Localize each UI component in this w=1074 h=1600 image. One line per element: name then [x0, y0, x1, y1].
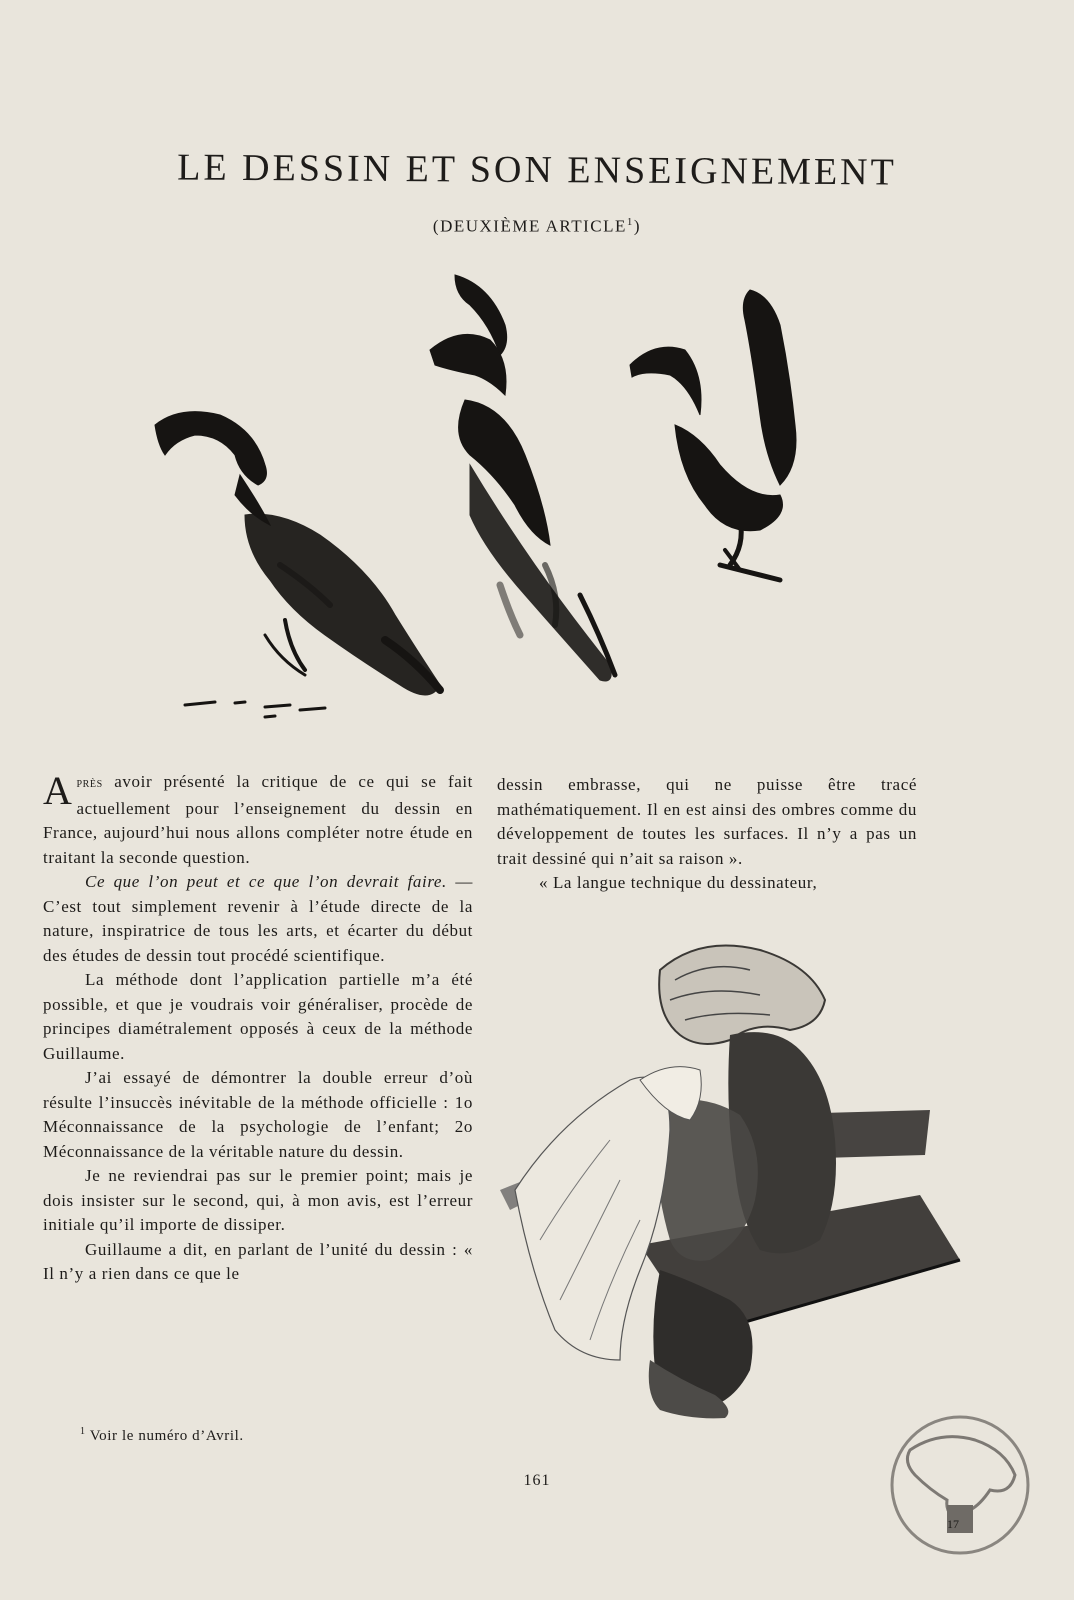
article-title: LE DESSIN ET SON ENSEIGNEMENT — [177, 146, 897, 194]
article-subtitle — [0, 216, 1074, 237]
paragraph-5: Je ne reviendrai pas sur le premier point; mais je dois insister sur le second, qui, à mon avis, est l’erreur initiale qu’il importe de dissiper. — [43, 1166, 473, 1234]
footnote — [80, 1426, 244, 1445]
drop-cap: A — [43, 768, 73, 813]
paragraph-2 — [43, 870, 473, 968]
paragraph-6: Guillaume a dit, en parlant de l’unité du dessin : « Il n’y a rien dans ce que le — [43, 1239, 473, 1283]
paragraph-right-2: « La langue technique du dessinateur, — [539, 873, 818, 892]
paragraph-4: J’ai essayé de démontrer la double erreur d’où résulte l’insuccès inévitable de la méthode officielle : 1o Méconnaissance de la psychologie de l’enfant; 2o Méconnaissance de la véritable nature du dessin. — [43, 1068, 473, 1161]
rooster-left-sketch — [155, 412, 440, 717]
paragraph-1-smallcaps: près — [76, 776, 103, 791]
subtitle-close: ) — [633, 216, 642, 236]
hand-stamp-icon — [885, 1410, 1035, 1560]
paragraph-3: La méthode dont l’application partielle m’a été possible, et que je voudrais voir généraliser, procède de principes diamétralement opposés à ceux de la méthode Guillaume. — [43, 970, 473, 1063]
paragraph-1-text: avoir présenté la critique de ce qui se fait actuellement pour l’enseignement du dessin en France, aujourd’hui nous allons compléter notre étude en traitant la seconde question. — [43, 772, 473, 867]
subtitle-text: (DEUXIÈME ARTICLE — [432, 216, 627, 236]
page-number: 161 — [523, 1472, 551, 1489]
rooster-middle-sketch — [430, 275, 615, 681]
text-column-left — [43, 770, 473, 1287]
footnote-ref: 1 — [626, 216, 634, 228]
footnote-text: Voir le numéro d’Avril. — [85, 1428, 244, 1444]
stamp-label: 17 — [947, 1517, 959, 1531]
paragraph-2-italic: Ce que l’on peut et ce que l’on devrait faire. — [85, 872, 447, 891]
seated-girl-illustration — [500, 940, 980, 1450]
rooster-sketches-illustration — [140, 265, 840, 735]
girl-figure-sketch — [515, 946, 836, 1419]
footnote-marker: 1 — [80, 1426, 86, 1437]
paragraph-2-text: — C’est tout simplement revenir à l’étude directe de la nature, inspiratrice de tous les arts, et écarter du début des études de dessin tout procédé scientifique. — [43, 872, 474, 965]
rooster-right-sketch — [630, 290, 796, 580]
paragraph-1 — [43, 770, 473, 870]
text-column-right — [497, 773, 917, 896]
paragraph-right-1: dessin embrasse, qui ne puisse être tracé mathématiquement. Il en est ainsi des ombres comme du développement de toutes les surfaces. Il n’y a pas un trait dessiné qui n’ait sa raison ». — [497, 775, 917, 868]
